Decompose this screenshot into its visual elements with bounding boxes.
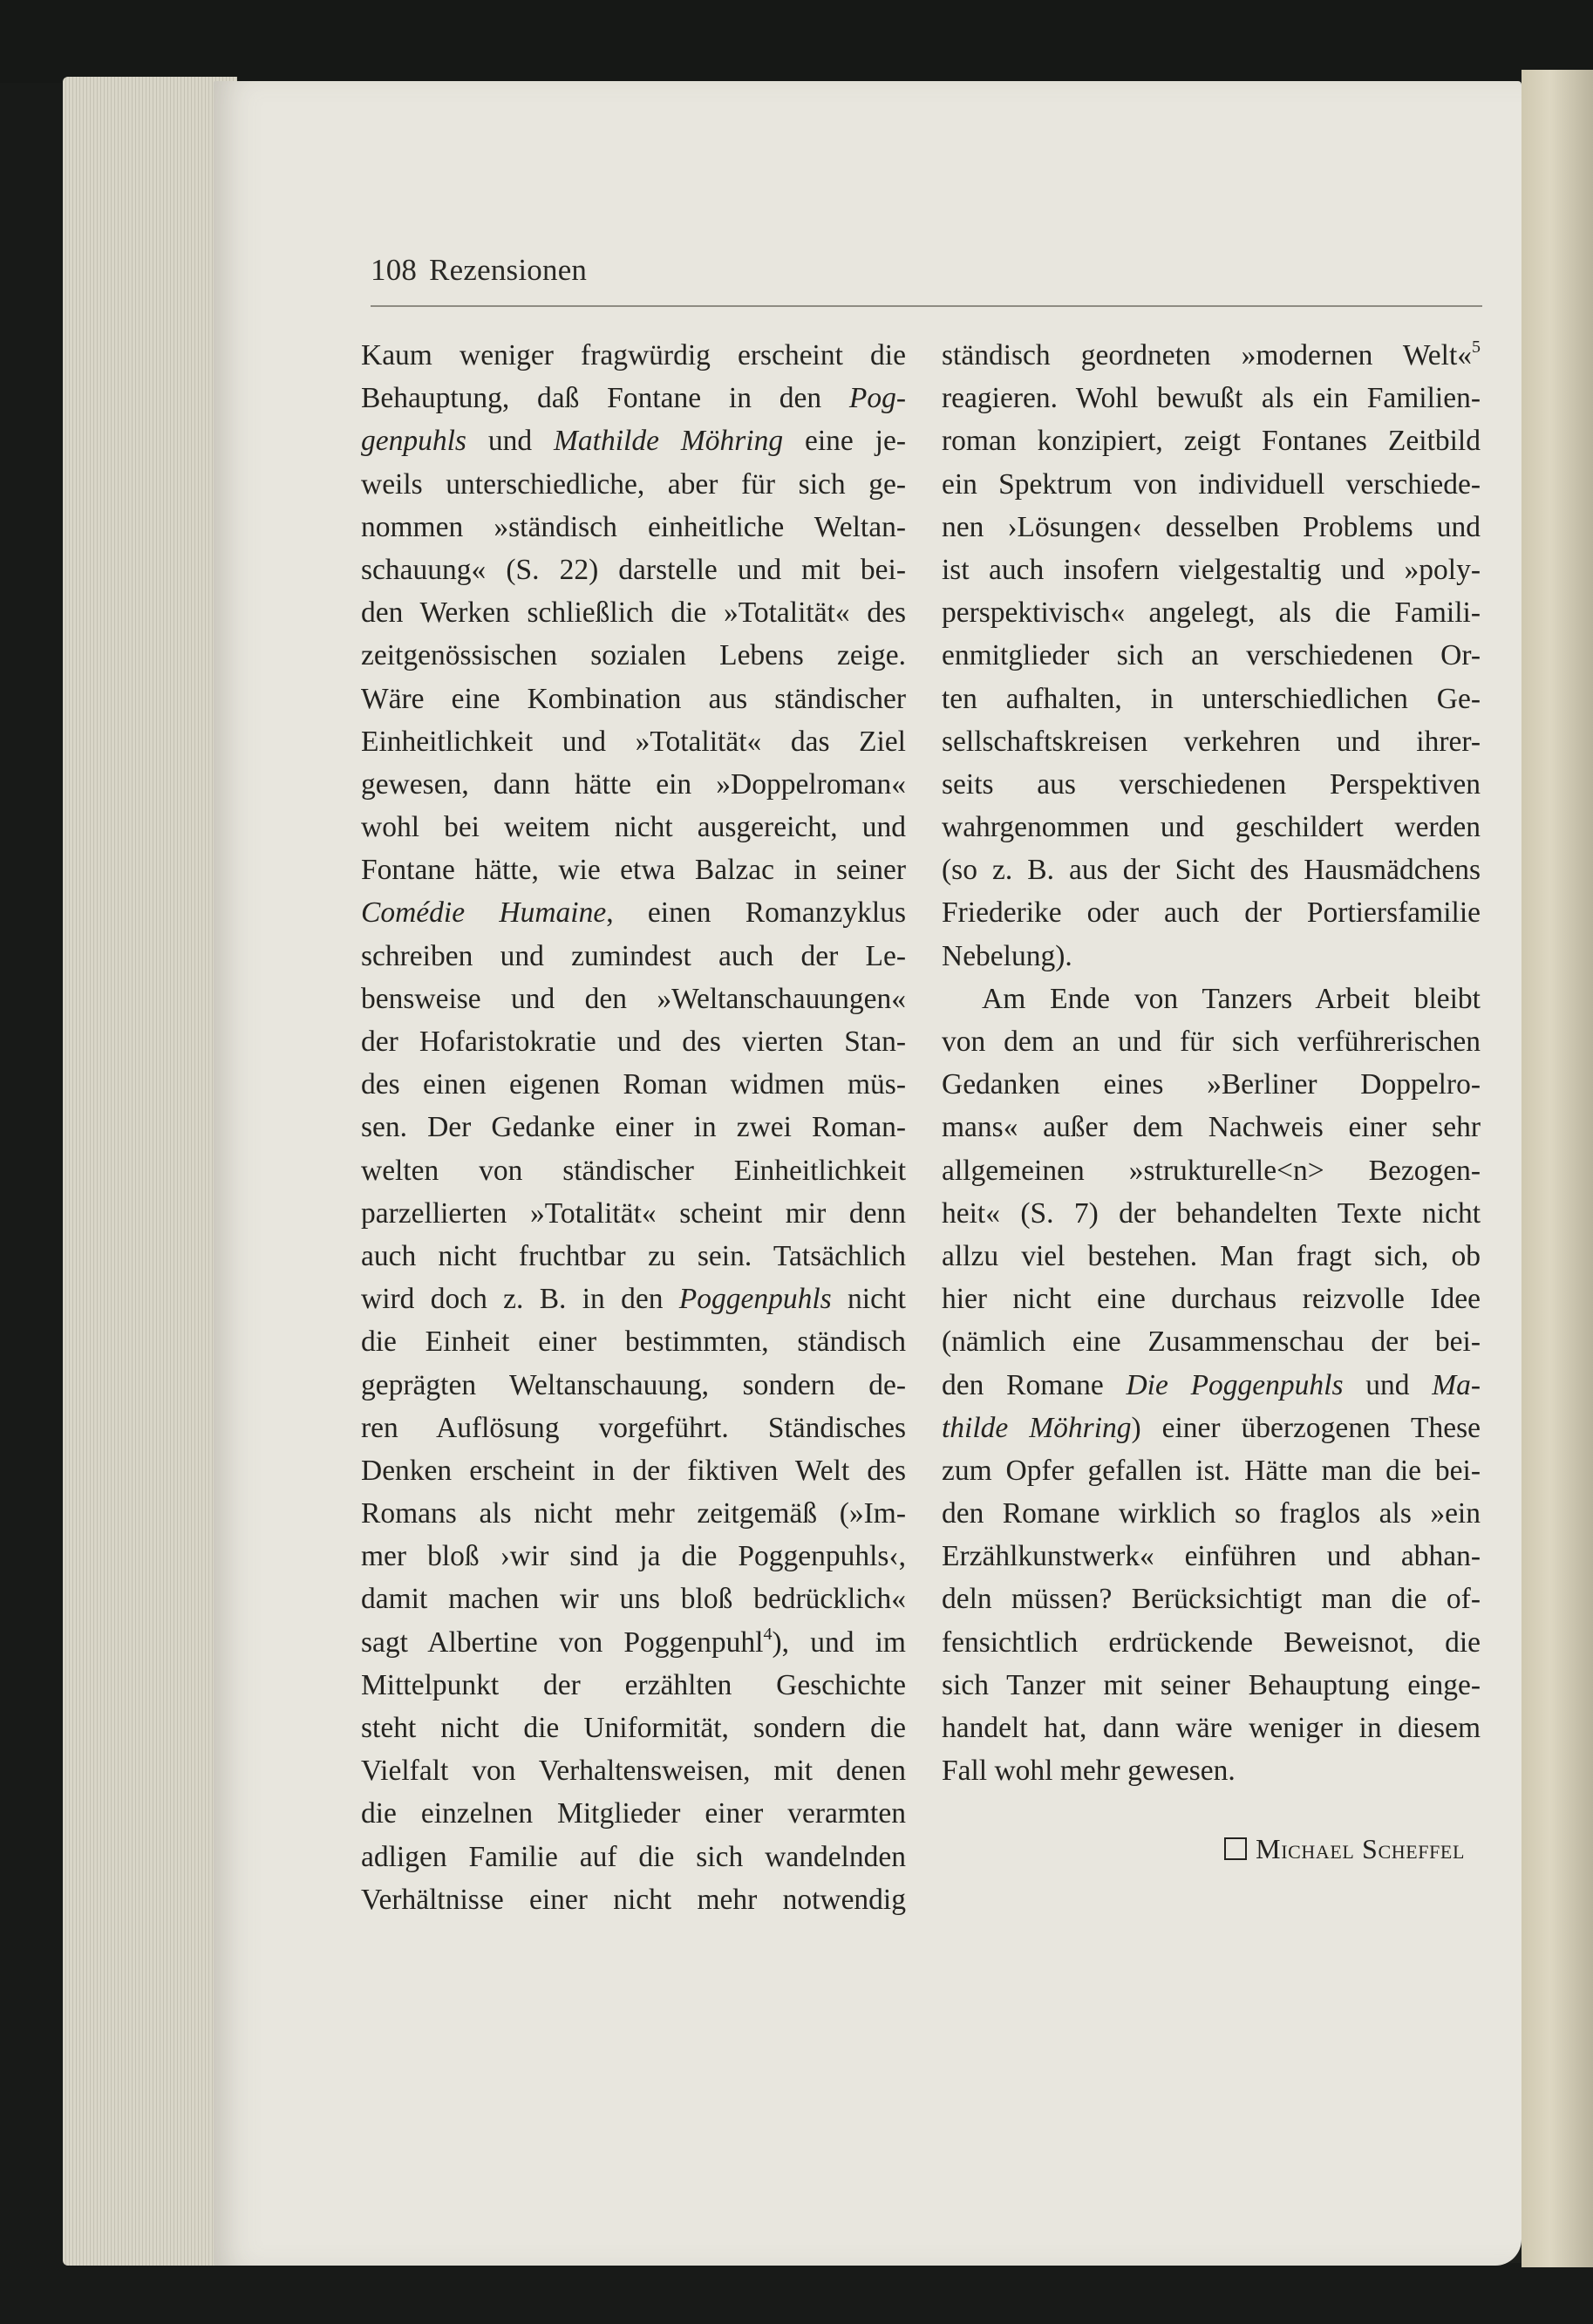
text-run: auch nicht fruchtbar zu sein. Tatsächlich: [361, 1239, 906, 1272]
text-line: [361, 978, 906, 1020]
text-run: des einen eigenen Roman widmen müs-: [361, 1068, 906, 1101]
text-line: [361, 1449, 906, 1492]
text-run: welten von ständischer Einheitlichkeit: [361, 1154, 906, 1187]
text-run: und: [466, 425, 554, 458]
text-line: [361, 1621, 906, 1664]
text-run: Friederike oder auch der Portiersfamilie: [942, 896, 1481, 930]
text-run: , einen Romanzyklus: [606, 896, 906, 930]
text-line: [942, 1407, 1481, 1449]
text-run: Fontane hätte, wie etwa Balzac in seiner: [361, 854, 906, 887]
text-run: heit« (S. 7) der behandelten Texte nicht: [942, 1196, 1481, 1230]
text-run: deln müssen? Berücksichtigt man die of-: [942, 1583, 1481, 1616]
text-line: [942, 1749, 1481, 1792]
text-run: allzu viel bestehen. Man fragt sich, ob: [942, 1239, 1481, 1272]
text-line: [942, 334, 1481, 377]
text-line: [361, 1492, 906, 1535]
text-line: [361, 1707, 906, 1749]
footnote-marker: 4: [763, 1624, 773, 1644]
text-line: [361, 1149, 906, 1192]
review-signature: [1168, 1833, 1465, 1865]
text-run: Romans als nicht mehr zeitgemäß (»Im-: [361, 1497, 906, 1530]
text-line: [361, 1578, 906, 1620]
text-line: [942, 419, 1481, 462]
text-run: nen ›Lösungen‹ desselben Problems und: [942, 510, 1481, 543]
text-run: den Werken schließlich die »Totalität« des: [361, 596, 906, 630]
text-run: seits aus verschiedenen Perspektiven: [942, 767, 1481, 801]
text-line: [361, 1664, 906, 1707]
text-run: Wäre eine Kombination aus ständischer: [361, 682, 906, 715]
text-run: steht nicht die Uniformität, sondern die: [361, 1712, 906, 1744]
text-run: hier nicht eine durchaus reizvolle Idee: [942, 1283, 1481, 1316]
text-run: parzellierten »Totalität« scheint mir denn: [361, 1196, 906, 1230]
text-run: und: [1343, 1368, 1433, 1401]
running-head: [371, 253, 587, 288]
text-run: allgemeinen »strukturelle<n> Bezogen-: [942, 1154, 1481, 1187]
text-line: [361, 763, 906, 806]
text-line: [942, 1149, 1481, 1192]
text-line: [942, 1535, 1481, 1578]
text-line: [942, 1278, 1481, 1320]
text-line: [942, 1320, 1481, 1363]
text-line: [361, 549, 906, 591]
text-run: adligen Familie auf die sich wandelnden: [361, 1840, 906, 1873]
text-run: Fall wohl mehr gewesen.: [942, 1755, 1236, 1788]
text-line: [942, 848, 1481, 891]
text-run: gewesen, dann hätte ein »Doppelroman«: [361, 767, 906, 801]
text-run: Behauptung, daß Fontane in den: [361, 382, 849, 415]
text-line: [361, 634, 906, 677]
text-run: weils unterschiedliche, aber für sich ge-: [361, 467, 906, 501]
text-run: den Romane: [942, 1368, 1127, 1401]
italic-title: Comédie Humaine: [361, 896, 607, 930]
text-line: [942, 1578, 1481, 1620]
text-line: [361, 419, 906, 462]
text-line: [361, 1878, 906, 1921]
text-line: [942, 1364, 1481, 1407]
text-line: [361, 377, 906, 419]
backdrop: [0, 0, 1593, 83]
text-line: [942, 634, 1481, 677]
text-run: ren Auflösung vorgeführt. Ständisches: [361, 1411, 906, 1444]
text-run: zum Opfer gefallen ist. Hätte man die bei-: [942, 1454, 1481, 1487]
text-run: zeitgenössischen sozialen Lebens zeige.: [361, 639, 906, 672]
text-line: [942, 891, 1481, 934]
checkbox-square-icon: [1224, 1837, 1247, 1860]
text-run: der Hofaristokratie und des vierten Stan-: [361, 1026, 906, 1058]
text-line: [361, 1320, 906, 1363]
text-run: wohl bei weitem nicht ausgereicht, und: [361, 811, 906, 844]
text-line: [361, 1106, 906, 1148]
text-line: [942, 1707, 1481, 1749]
text-run: eine je-: [783, 425, 906, 458]
text-run: Erzählkunstwerk« einführen und abhan-: [942, 1540, 1481, 1573]
text-run: (so z. B. aus der Sicht des Hausmädchens: [942, 854, 1481, 887]
text-line: [942, 1106, 1481, 1148]
text-run: Nebelung).: [942, 939, 1072, 972]
text-run: handelt hat, dann wäre weniger in diesem: [942, 1712, 1481, 1744]
italic-title: Mathilde Möhring: [554, 425, 784, 458]
text-run: von dem an und für sich verführerischen: [942, 1026, 1481, 1058]
italic-title: Poggenpuhls: [678, 1283, 832, 1316]
text-run: bensweise und den »Weltanschauungen«: [361, 982, 906, 1015]
text-line: [361, 720, 906, 763]
text-line: [942, 463, 1481, 506]
text-run: schauung« (S. 22) darstelle und mit bei-: [361, 553, 906, 586]
text-run: mans« außer dem Nachweis einer sehr: [942, 1111, 1481, 1144]
text-line: [942, 1063, 1481, 1106]
right-text-column: [942, 334, 1481, 1792]
text-run: sagt Albertine von Poggenpuhl: [361, 1625, 764, 1659]
text-line: [942, 1664, 1481, 1707]
text-run: fensichtlich erdrückende Beweisnot, die: [942, 1625, 1481, 1659]
text-line: [361, 1192, 906, 1235]
text-run: ein Spektrum von individuell verschiede-: [942, 467, 1481, 501]
text-run: Gedanken eines »Berliner Doppelro-: [942, 1068, 1481, 1101]
text-line: [361, 848, 906, 891]
italic-title: thilde Möhring: [942, 1411, 1132, 1444]
text-run: nommen »ständisch einheitliche Weltan-: [361, 510, 906, 543]
section-title: Rezensionen: [429, 253, 588, 287]
text-run: ist auch insofern vielgestaltig und »poly-: [942, 553, 1481, 586]
text-line: [361, 1235, 906, 1278]
text-line: [942, 1492, 1481, 1535]
text-run: Am Ende von Tanzers Arbeit bleibt: [982, 982, 1481, 1015]
footnote-marker: 5: [1472, 337, 1481, 357]
text-line: [942, 1192, 1481, 1235]
author-name: Michael Scheffel: [1256, 1833, 1465, 1864]
text-line: [361, 1020, 906, 1063]
text-run: (nämlich eine Zusammenschau der bei-: [942, 1326, 1481, 1359]
italic-title: Die Poggenpuhls: [1126, 1368, 1344, 1401]
italic-title: genpuhls: [361, 425, 466, 458]
text-run: Vielfalt von Verhaltensweisen, mit denen: [361, 1755, 906, 1788]
text-line: [361, 1407, 906, 1449]
text-run: ten aufhalten, in unterschiedlichen Ge-: [942, 682, 1481, 715]
text-run: nicht: [831, 1283, 906, 1316]
text-line: [942, 1020, 1481, 1063]
next-page-edge: [1522, 70, 1593, 2267]
text-run: Einheitlichkeit und »Totalität« das Ziel: [361, 725, 906, 758]
italic-title: Ma-: [1432, 1368, 1481, 1401]
left-text-column: [361, 334, 906, 1921]
text-run: Kaum weniger fragwürdig erscheint die: [361, 339, 906, 371]
text-line: [942, 720, 1481, 763]
text-run: den Romane wirklich so fraglos als »ein: [942, 1497, 1481, 1530]
text-line: [361, 591, 906, 634]
text-line: [361, 334, 906, 377]
text-line: [942, 1235, 1481, 1278]
text-run: sen. Der Gedanke einer in zwei Roman-: [361, 1111, 906, 1144]
text-line: [361, 1063, 906, 1106]
text-line: [942, 591, 1481, 634]
text-line: [361, 1278, 906, 1320]
text-line: [942, 806, 1481, 848]
text-run: Denken erscheint in der fiktiven Welt des: [361, 1454, 906, 1487]
page-stack-edges: [63, 77, 237, 2266]
text-run: wird doch z. B. in den: [361, 1283, 679, 1316]
text-run: Mittelpunkt der erzählten Geschichte: [361, 1668, 906, 1701]
text-run: wahrgenommen und geschildert werden: [942, 811, 1481, 844]
text-line: [361, 891, 906, 934]
text-line: [942, 678, 1481, 720]
text-line: [942, 549, 1481, 591]
text-run: ), und im: [772, 1625, 906, 1659]
text-run: sellschaftskreisen verkehren und ihrer-: [942, 725, 1481, 758]
text-line: [361, 1749, 906, 1792]
running-head-rule: [371, 253, 1482, 307]
text-line: [361, 935, 906, 978]
text-run: perspektivisch« angelegt, als die Famili-: [942, 596, 1481, 630]
text-run: ständisch geordneten »modernen Welt«: [942, 339, 1472, 371]
text-line: [361, 1792, 906, 1835]
text-run: ) einer überzogenen These: [1131, 1411, 1481, 1444]
text-line: [361, 463, 906, 506]
text-line: [942, 935, 1481, 978]
text-run: sich Tanzer mit seiner Behauptung einge-: [942, 1668, 1481, 1701]
text-line: [361, 678, 906, 720]
text-run: reagieren. Wohl bewußt als ein Familien-: [942, 382, 1481, 415]
text-line: [361, 1364, 906, 1407]
text-run: roman konzipiert, zeigt Fontanes Zeitbild: [942, 425, 1481, 458]
text-run: mer bloß ›wir sind ja die Poggenpuhls‹,: [361, 1540, 906, 1573]
text-run: schreiben und zumindest auch der Le-: [361, 939, 906, 972]
text-line: [942, 506, 1481, 549]
text-run: die einzelnen Mitglieder einer verarmten: [361, 1797, 906, 1830]
text-line: [361, 806, 906, 848]
page-number: 108: [371, 253, 418, 287]
text-line: [361, 1535, 906, 1578]
text-line: [942, 1621, 1481, 1664]
text-run: Verhältnisse einer nicht mehr notwendig: [361, 1883, 906, 1916]
text-run: geprägten Weltanschauung, sondern de-: [361, 1368, 906, 1401]
text-line: [942, 978, 1481, 1020]
italic-title: Pog-: [848, 382, 906, 415]
text-line: [942, 1449, 1481, 1492]
text-run: die Einheit einer bestimmten, ständisch: [361, 1326, 906, 1359]
text-line: [942, 377, 1481, 419]
text-run: damit machen wir uns bloß bedrücklich«: [361, 1583, 906, 1616]
text-line: [361, 1836, 906, 1878]
text-line: [361, 506, 906, 549]
text-line: [942, 763, 1481, 806]
text-run: enmitglieder sich an verschiedenen Or-: [942, 639, 1481, 672]
